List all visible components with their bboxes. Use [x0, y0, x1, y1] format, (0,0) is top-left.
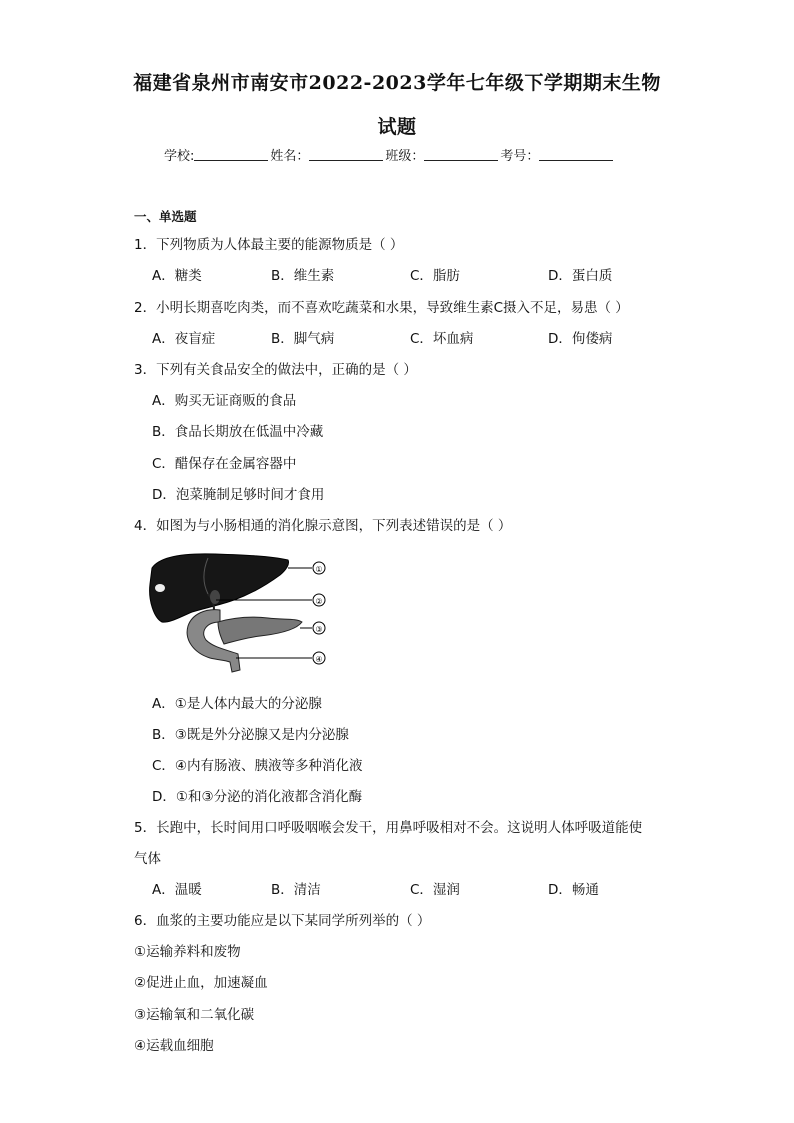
q6-item-4: ④运载血细胞 [134, 1038, 214, 1054]
pancreas-shape [218, 617, 302, 644]
question-6-stem: 6．血浆的主要功能应是以下某同学所列举的（ ） [134, 913, 431, 929]
q1-option-a[interactable]: A．糖类 [152, 268, 202, 284]
q2-option-b[interactable]: B．脚气病 [271, 331, 335, 347]
digestive-gland-figure [140, 548, 340, 674]
number-label: 考号： [500, 149, 540, 164]
q6-item-3: ③运输氧和二氧化碳 [134, 1007, 255, 1023]
school-label: 学校: [164, 149, 195, 164]
q3-option-b[interactable]: B．食品长期放在低温中冷藏 [152, 424, 324, 440]
class-label: 班级： [385, 149, 425, 164]
figure-label-4: ④ [315, 655, 323, 664]
number-blank[interactable] [539, 148, 613, 161]
q4-option-c[interactable]: C．④内有肠液、胰液等多种消化液 [152, 758, 363, 774]
q6-item-1: ①运输养料和废物 [134, 944, 241, 960]
q1-option-b[interactable]: B．维生素 [271, 268, 335, 284]
q1-option-c[interactable]: C．脂肪 [410, 268, 460, 284]
q3-option-c[interactable]: C．醋保存在金属容器中 [152, 456, 297, 472]
question-5-stem-line2: 气体 [134, 851, 161, 867]
class-blank[interactable] [424, 148, 498, 161]
q4-option-a[interactable]: A．①是人体内最大的分泌腺 [152, 696, 322, 712]
q6-item-2: ②促进止血，加速凝血 [134, 975, 268, 991]
name-label: 姓名： [270, 149, 310, 164]
section-heading: 一、单选题 [134, 209, 197, 224]
q3-option-a[interactable]: A．购买无证商贩的食品 [152, 393, 297, 409]
figure-label-1: ① [315, 565, 323, 574]
question-2-stem: 2．小明长期喜吃肉类，而不喜欢吃蔬菜和水果，导致维生素C摄入不足，易患（ ） [134, 300, 629, 316]
q2-option-d[interactable]: D．佝偻病 [548, 331, 613, 347]
q3-option-d[interactable]: D．泡菜腌制足够时间才食用 [152, 487, 325, 503]
q4-option-d[interactable]: D．①和③分泌的消化液都含消化酶 [152, 789, 363, 805]
exam-title-line1: 福建省泉州市南安市2022-2023学年七年级下学期期末生物 [133, 72, 661, 94]
q5-option-c[interactable]: C．湿润 [410, 882, 460, 898]
q1-option-d[interactable]: D．蛋白质 [548, 268, 613, 284]
q4-option-b[interactable]: B．③既是外分泌腺又是内分泌腺 [152, 727, 349, 743]
question-4-stem: 4．如图为与小肠相通的消化腺示意图，下列表述错误的是（ ） [134, 518, 512, 534]
q2-option-c[interactable]: C．坏血病 [410, 331, 474, 347]
name-blank[interactable] [309, 148, 383, 161]
q5-option-a[interactable]: A．温暖 [152, 882, 202, 898]
question-5-stem-line1: 5．长跑中，长时间用口呼吸咽喉会发干，用鼻呼吸相对不会。这说明人体呼吸道能使 [134, 820, 643, 836]
figure-label-2: ② [315, 597, 323, 606]
q2-option-a[interactable]: A．夜盲症 [152, 331, 216, 347]
q5-option-b[interactable]: B．清洁 [271, 882, 321, 898]
figure-label-3: ③ [315, 625, 323, 634]
exam-title-line2: 试题 [377, 116, 417, 138]
question-3-stem: 3．下列有关食品安全的做法中，正确的是（ ） [134, 362, 417, 378]
q5-option-d[interactable]: D．畅通 [548, 882, 599, 898]
question-1-stem: 1．下列物质为人体最主要的能源物质是（ ） [134, 237, 404, 253]
student-info-row [164, 145, 615, 164]
school-blank[interactable] [194, 148, 268, 161]
